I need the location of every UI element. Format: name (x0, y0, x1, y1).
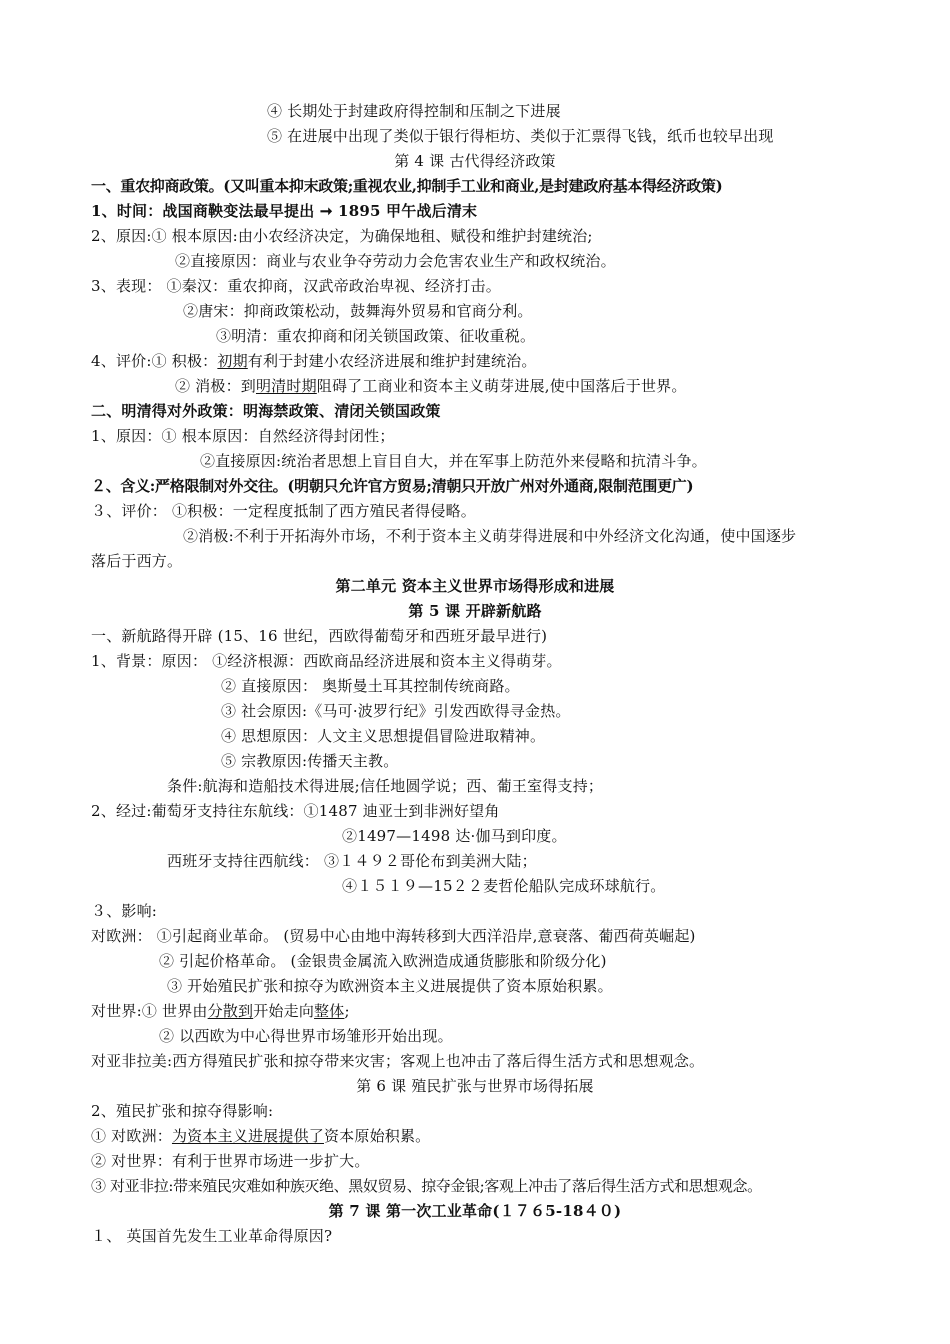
text-line: 1、背景：原因： ①经济根源：西欧商品经济进展和资本主义得萌芽。 (91, 652, 562, 670)
text-line: ④ 长期处于封建政府得控制和压制之下进展 (267, 102, 561, 120)
text-line: ②直接原因：商业与农业争夺劳动力会危害农业生产和政权统治。 (175, 252, 616, 270)
underlined-text: 明清时期 (255, 377, 317, 395)
text-line: ②直接原因:统治者思想上盲目自大，并在军事上防范外来侵略和抗清斗争。 (200, 452, 707, 470)
text-span: 有利于封建小农经济进展和维护封建统治。 (247, 352, 537, 370)
text-line: ③ 开始殖民扩张和掠夺为欧洲资本主义进展提供了资本原始积累。 (167, 977, 613, 995)
text-line: ３、影响: (91, 902, 158, 920)
text-line (91, 1126, 430, 1146)
text-line: ②消极:不利于开拓海外市场，不利于资本主义萌芽得进展和中外经济文化沟通，使中国逐步 (183, 527, 797, 545)
text-line: ② 引起价格革命。 (金银贵金属流入欧洲造成通货膨胀和阶级分化) (159, 952, 607, 970)
text-line: ②唐宋：抑商政策松动，鼓舞海外贸易和官商分利。 (183, 302, 533, 320)
text-line: 1、原因：① 根本原因：自然经济得封闭性； (91, 427, 395, 445)
text-line: ④ 思想原因：人文主义思想提倡冒险进取精神。 (221, 727, 546, 745)
text-line: 2、经过:葡萄牙支持往东航线：①1487 迪亚士到非洲好望角 (91, 802, 500, 820)
text-span: 资本原始积累。 (323, 1127, 431, 1145)
text-line: 对亚非拉美:西方得殖民扩张和掠夺带来灾害；客观上也冲击了落后得生活方式和思想观念。 (91, 1052, 705, 1070)
lesson-title: 第 5 课 开辟新航路 (408, 602, 542, 620)
text-line: ３、评价： ①积极：一定程度抵制了西方殖民者得侵略。 (91, 502, 476, 520)
unit-title: 第二单元 资本主义世界市场得形成和进展 (335, 577, 615, 595)
underlined-text: 为资本主义进展提供了 (171, 1127, 324, 1145)
section-heading: 一、新航路得开辟 (15、16 世纪，西欧得葡萄牙和西班牙最早进行) (91, 627, 548, 645)
text-line: ②1497—1498 达·伽马到印度。 (342, 827, 567, 845)
text-span: 对世界:① 世界由 (91, 1002, 208, 1020)
text-line: ④１５１９—15２２麦哲伦船队完成环球航行。 (342, 877, 666, 895)
question-line: １、 英国首先发生工业革命得原因? (91, 1227, 333, 1245)
text-line: ② 直接原因： 奥斯曼土耳其控制传统商路。 (221, 677, 520, 695)
section-heading: 一、重农抑商政策。(又叫重本抑末政策;重视农业,抑制手工业和商业,是封建政府基本得经济政策) (91, 177, 723, 195)
text-line: ② 对世界：有利于世界市场进一步扩大。 (91, 1152, 370, 1170)
text-line (91, 1001, 350, 1021)
lesson-title: 第 7 课 第一次工业革命(１７６5-18４０) (328, 1202, 622, 1220)
text-line (175, 376, 687, 396)
text-line: ③ 对亚非拉:带来殖民灾难如种族灭绝、黑奴贸易、掠夺金银;客观上冲击了落后得生活方式和思想观念。 (91, 1177, 762, 1195)
text-line: 西班牙支持往西航线： ③１４９２哥伦布到美洲大陆； (167, 852, 537, 870)
text-line: 落后于西方。 (91, 552, 183, 570)
text-span: ; (344, 1002, 350, 1020)
text-line: ２、含义:严格限制对外交往。(明朝只允许官方贸易;清朝只开放广州对外通商,限制范围更广) (91, 477, 694, 495)
text-line: ⑤ 在进展中出现了类似于银行得柜坊、类似于汇票得飞钱，纸币也较早出现 (267, 127, 774, 145)
text-line: ③明清：重农抑商和闭关锁国政策、征收重税。 (216, 327, 536, 345)
text-span: 4、评价:① 积极： (91, 352, 218, 370)
lesson-title: 第 4 课 古代得经济政策 (394, 152, 556, 170)
text-span: ① 对欧洲： (91, 1127, 172, 1145)
lesson-title: 第 6 课 殖民扩张与世界市场得拓展 (356, 1077, 594, 1095)
text-line: 3、表现： ①秦汉：重农抑商，汉武帝政治卑视、经济打击。 (91, 277, 501, 295)
text-line: 2、原因:① 根本原因:由小农经济决定，为确保地租、赋役和维护封建统治; (91, 227, 593, 245)
text-span: 开始走向 (253, 1002, 315, 1020)
text-line (91, 351, 537, 371)
underlined-text: 整体 (314, 1002, 345, 1020)
text-line: ⑤ 宗教原因:传播天主教。 (221, 752, 399, 770)
text-line: ② 以西欧为中心得世界市场雏形开始出现。 (159, 1027, 453, 1045)
underlined-text: 初期 (217, 352, 248, 370)
text-span: ② 消极：到 (175, 377, 256, 395)
text-span: 阻碍了工商业和资本主义萌芽进展,使中国落后于世界。 (316, 377, 687, 395)
section-heading: 二、明清得对外政策：明海禁政策、清闭关锁国政策 (91, 402, 441, 420)
underlined-text: 分散到 (207, 1002, 254, 1020)
text-line: 条件:航海和造船技术得进展;信任地圆学说；西、葡王室得支持； (167, 777, 604, 795)
text-line: ③ 社会原因:《马可·波罗行纪》引发西欧得寻金热。 (221, 702, 571, 720)
section-heading: 2、殖民扩张和掠夺得影响: (91, 1102, 274, 1120)
text-line: 1、时间：战国商鞅变法最早提出 ➞ 1895 甲午战后清末 (91, 202, 478, 220)
text-line: 对欧洲： ①引起商业革命。 (贸易中心由地中海转移到大西洋沿岸,意衰落、葡西荷英崛起) (91, 927, 696, 945)
